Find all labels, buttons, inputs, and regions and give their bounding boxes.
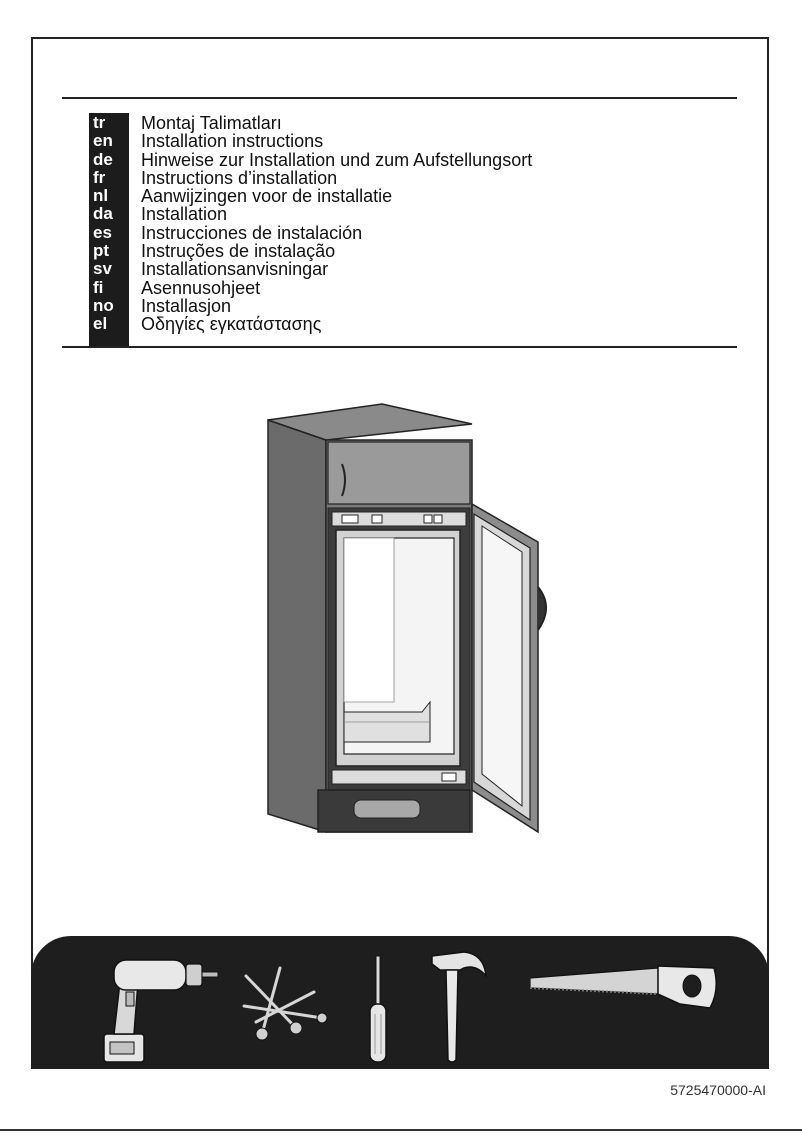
built-in-refrigerator-icon	[262, 402, 562, 838]
page-bottom-rule	[0, 1129, 802, 1131]
language-title: Installationsanvisningar	[141, 259, 329, 280]
language-code: pt	[93, 241, 110, 261]
language-title: Instrucciones de instalación	[141, 222, 363, 243]
language-codes	[93, 114, 114, 334]
document-number: 5725470000-AI	[670, 1082, 766, 1098]
language-code: da	[93, 204, 113, 224]
language-title: Hinweise zur Installation und zum Aufstellungsort	[141, 149, 533, 170]
language-title: Montaj Talimatları	[141, 113, 282, 133]
cordless-drill-icon	[100, 946, 220, 1066]
language-code: el	[93, 314, 108, 334]
language-title: Installation instructions	[141, 131, 324, 152]
language-title: Asennusohjeet	[141, 277, 261, 298]
language-code: en	[93, 131, 113, 151]
language-title: Installasjon	[141, 295, 232, 316]
language-code: de	[93, 149, 113, 169]
language-code: es	[93, 222, 112, 242]
language-title: Installation	[141, 204, 228, 225]
language-code: sv	[93, 259, 112, 279]
screwdriver-icon	[366, 954, 390, 1064]
language-code: tr	[93, 113, 106, 132]
hammer-icon	[430, 950, 488, 1064]
language-code: nl	[93, 186, 109, 206]
language-title: Aanwijzingen voor de installatie	[141, 186, 393, 207]
screws-and-nails-icon	[236, 962, 328, 1042]
language-titles	[141, 114, 532, 334]
header-top-rule	[62, 97, 737, 99]
language-code: no	[93, 295, 114, 315]
header-bottom-rule	[62, 346, 737, 348]
hand-saw-icon	[530, 964, 720, 1014]
language-title: Οδηγίες εγκατάστασης	[141, 314, 322, 335]
language-title: Instruções de instalação	[141, 241, 336, 262]
language-code: fi	[93, 277, 104, 297]
language-code: fr	[93, 167, 106, 187]
language-title: Instructions d’installation	[141, 167, 338, 188]
